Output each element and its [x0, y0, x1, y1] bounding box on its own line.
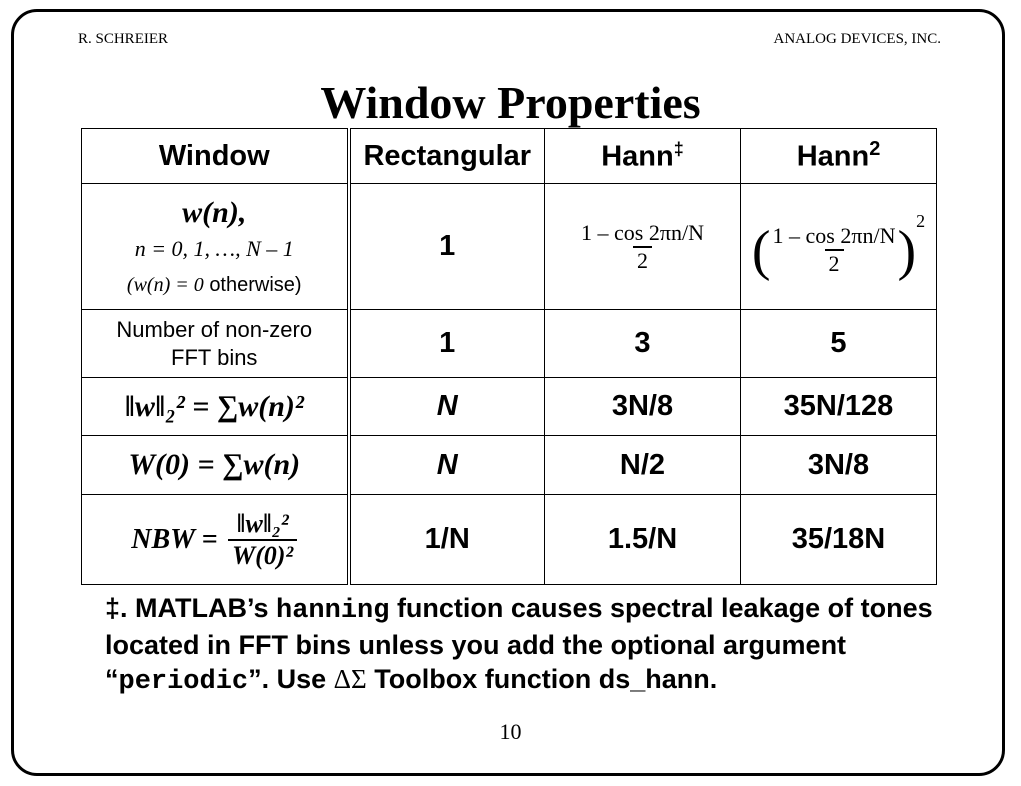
otherwise-math: (w(n) = 0 [126, 274, 204, 296]
header-rectangular: Rectangular [349, 129, 545, 184]
header-window: Window [82, 129, 349, 184]
rect-window-value: 1 [349, 184, 545, 310]
header-hann-mark: ‡ [673, 138, 684, 159]
header-hann2 [741, 129, 937, 184]
hann-fraction [579, 220, 706, 274]
hann2-nonzero-bins: 5 [741, 310, 937, 378]
rect-energy [349, 378, 545, 436]
footnote-part3: ”. Use [248, 664, 334, 694]
hann2-denominator: 2 [825, 249, 844, 277]
window-properties-table [81, 128, 937, 585]
table-row [82, 378, 937, 436]
hann2-fraction [771, 223, 898, 277]
row-nbw-label [82, 495, 349, 585]
table-header-row [82, 129, 937, 184]
hann2-window-formula [741, 184, 937, 310]
nbw-denominator: W(0)² [228, 539, 297, 571]
row-window-definition [82, 184, 349, 310]
nbw-numerator: ‖w‖₂² [236, 508, 289, 538]
window-otherwise-label [82, 274, 347, 297]
table-row [82, 184, 937, 310]
footnote-code-hanning: hanning [276, 596, 390, 626]
footnote-delta-sigma: ΔΣ [333, 664, 367, 694]
footnote-part1: ‡. MATLAB’s [105, 593, 277, 623]
header-hann [545, 129, 741, 184]
footnote-code-periodic: periodic [118, 667, 249, 697]
footnote-part2: function causes spectral leakage of tones located in FFT bins unless you add the optional argument “ [105, 593, 933, 694]
row-nonzero-bins-label [82, 310, 349, 378]
window-range-label: n = 0, 1, …, N – 1 [134, 236, 294, 261]
hann2-paren-close: ) [897, 219, 917, 282]
header-company: ANALOG DEVICES, INC. [773, 31, 941, 47]
row-energy-label: ‖w‖₂² = ∑w(n)² [82, 378, 349, 436]
rect-nonzero-bins: 1 [349, 310, 545, 378]
row-dc-gain-label: W(0) = ∑w(n) [82, 436, 349, 495]
nbw-lhs: NBW = [131, 523, 218, 555]
nonzero-label-line1: Number of non-zero [116, 316, 313, 342]
header-author: R. SCHREIER [78, 31, 169, 47]
hann-energy: 3N/8 [545, 378, 741, 436]
header-hann-label: Hann [601, 140, 674, 173]
header-hann2-label: Hann [796, 140, 870, 173]
hann-numerator: 1 – cos 2πn/N [581, 219, 704, 245]
table-row [82, 310, 937, 378]
nbw-fraction [228, 509, 297, 571]
hann2-nbw: 35/18N [741, 495, 937, 585]
rect-energy-value: N [436, 390, 458, 422]
hann-nonzero-bins: 3 [545, 310, 741, 378]
hann-window-formula [545, 184, 741, 310]
table-row [82, 495, 937, 585]
hann2-dc-gain: 3N/8 [741, 436, 937, 495]
page-number: 10 [499, 719, 522, 744]
hann-nbw: 1.5/N [545, 495, 741, 585]
hann2-numerator: 1 – cos 2πn/N [772, 223, 896, 249]
hann2-paren: ( [751, 219, 771, 282]
slide-title: Window Properties [320, 77, 701, 128]
hann-dc-gain: N/2 [545, 436, 741, 495]
header-hann2-sup: 2 [869, 138, 881, 161]
hann-denominator: 2 [633, 246, 652, 274]
nonzero-label-line2: FFT bins [171, 344, 258, 370]
rect-dc-gain [349, 436, 545, 495]
hann2-exponent: 2 [916, 210, 926, 231]
otherwise-text: otherwise) [209, 274, 302, 296]
window-fn-label: w(n), [182, 196, 247, 229]
footnote [105, 591, 935, 699]
rect-nbw: 1/N [349, 495, 545, 585]
footnote-part4: Toolbox function ds_hann. [366, 664, 718, 694]
rect-dc-gain-value: N [436, 448, 458, 481]
table-row [82, 436, 937, 495]
hann2-energy: 35N/128 [741, 378, 937, 436]
